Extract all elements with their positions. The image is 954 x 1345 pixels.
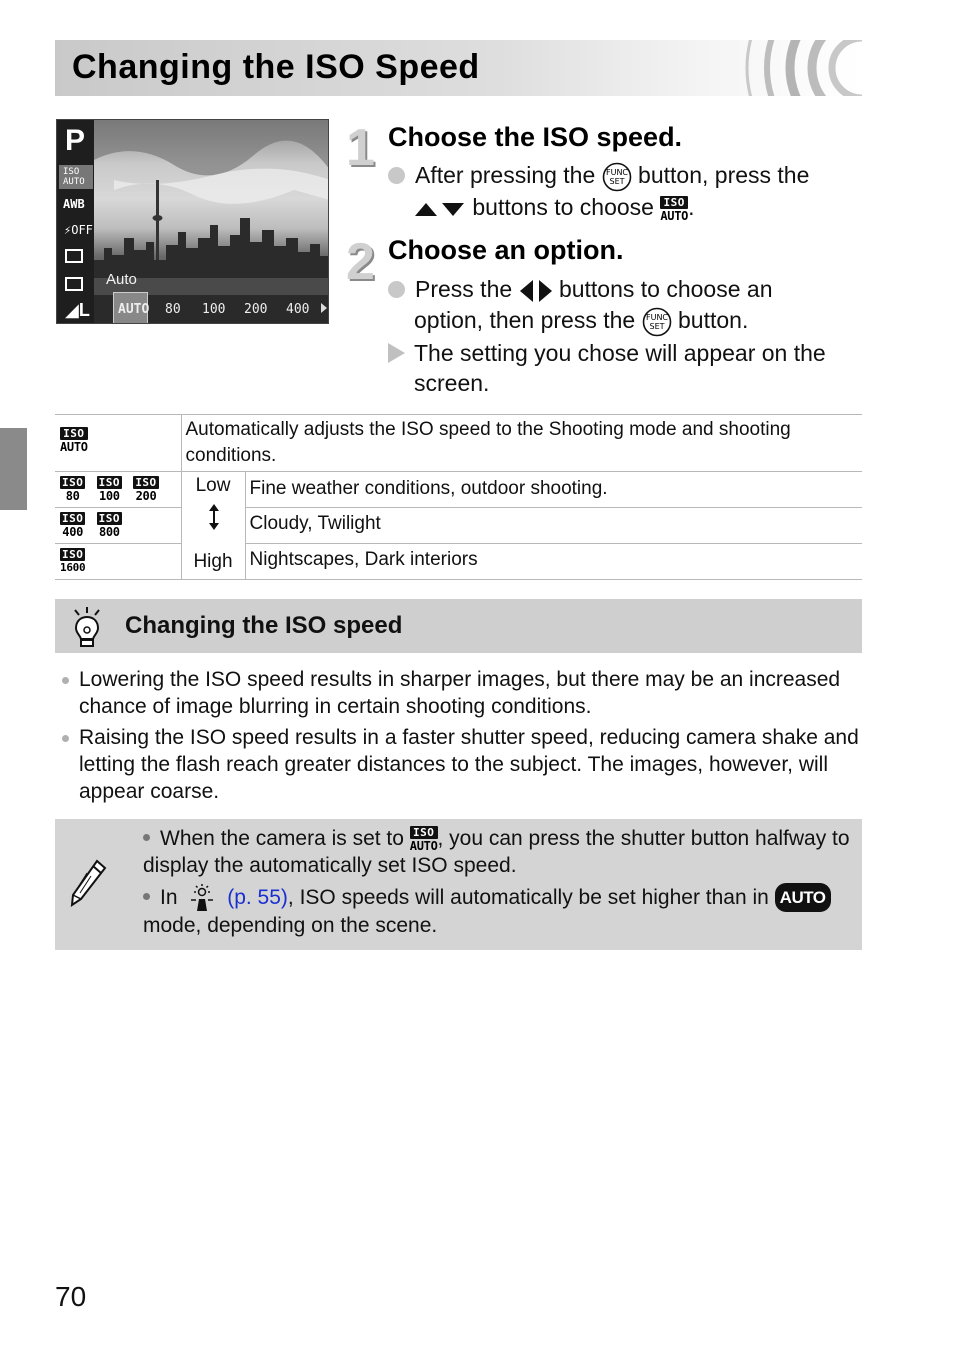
- bullet-icon: [62, 677, 69, 684]
- func-set-button-icon: [642, 307, 672, 337]
- svg-text:SET: SET: [649, 322, 665, 331]
- page-title: Changing the ISO Speed: [72, 48, 480, 86]
- row-description: Fine weather conditions, outdoor shooting.: [245, 472, 862, 508]
- option-100: 100: [202, 302, 226, 317]
- tip-header: [55, 599, 862, 653]
- option-400: 400: [286, 302, 310, 317]
- iso-options-table: [55, 414, 862, 580]
- tip-paragraph-2: Raising the ISO speed results in a faster shutter speed, reducing camera shake and letting the flash reach greater distances to the subject. The images, however, will appear coarse.: [79, 724, 859, 805]
- note-item-2: In (p. 55), ISO speeds will automatically be set higher than in AUTO mode, depending on the scene.: [143, 883, 858, 939]
- iso-1600-icon: ISO 1600: [60, 548, 86, 574]
- option-80: 80: [165, 302, 181, 317]
- decorative-arcs-icon: [732, 40, 862, 96]
- table-row: [55, 508, 862, 544]
- func-set-button-icon: [602, 162, 632, 192]
- scene-mode-icon: [189, 884, 215, 912]
- up-down-arrows-icon: [414, 200, 466, 218]
- pencil-icon: [69, 859, 107, 909]
- step-2-line-1: Press the buttons to choose an: [388, 276, 773, 303]
- up-down-double-arrow-icon: [208, 504, 220, 530]
- skyline-icon: [94, 120, 329, 295]
- icon-cell: [55, 544, 181, 580]
- step-number-1: 1: [346, 119, 375, 177]
- row-description: Cloudy, Twilight: [245, 508, 862, 544]
- step-2-result-line-1: The setting you chose will appear on the: [388, 340, 826, 367]
- bullet-icon: [62, 735, 69, 742]
- bullet-icon: [143, 893, 150, 900]
- iso-auto-icon: ISO AUTO: [60, 427, 88, 454]
- iso-400-icon: ISO 400: [62, 512, 84, 539]
- icon-cell: [55, 472, 181, 508]
- step-number-2: 2: [346, 233, 375, 291]
- camera-auto-label: Auto: [106, 271, 137, 288]
- result-arrow-icon: [388, 343, 405, 363]
- city-photo: [94, 120, 329, 295]
- svg-text:SET: SET: [609, 177, 625, 186]
- mode-p-icon: P: [65, 124, 86, 157]
- note-box: [55, 819, 862, 950]
- aspect-icon: [65, 277, 83, 291]
- flash-off-icon: ⚡OFF: [64, 223, 93, 237]
- icon-cell: [55, 415, 181, 472]
- row-description: Nightscapes, Dark interiors: [245, 544, 862, 580]
- iso-100-icon: ISO 100: [98, 476, 121, 503]
- scroll-right-icon: [321, 303, 327, 313]
- iso-auto-menu-icon: ISO AUTO: [63, 167, 85, 187]
- svg-text:FUNC: FUNC: [605, 168, 628, 177]
- bullet-icon: [143, 834, 150, 841]
- left-right-arrows-icon: [519, 279, 553, 303]
- option-200: 200: [244, 302, 268, 317]
- size-l-icon: ◢L: [65, 300, 90, 320]
- metering-icon: [65, 249, 83, 263]
- iso-80-icon: ISO 80: [62, 476, 84, 503]
- side-tab: [0, 428, 27, 510]
- iso-auto-icon: ISO AUTO: [660, 195, 689, 223]
- tip-paragraph-1: Lowering the ISO speed results in sharper images, but there may be an increased chance of image blurring in certain shooting conditions.: [79, 666, 859, 720]
- table-row: [55, 544, 862, 580]
- bullet-icon: [388, 281, 405, 298]
- auto-description: Automatically adjusts the ISO speed to the Shooting mode and shooting conditions.: [181, 415, 862, 472]
- table-row: [55, 415, 862, 472]
- note-item-1: When the camera is set to ISO AUTO , you can press the shutter button halfway to display the automatically set ISO speed.: [143, 826, 850, 878]
- camera-menu-column: [57, 120, 94, 324]
- step-2-title: Choose an option.: [388, 235, 624, 265]
- svg-text:FUNC: FUNC: [645, 313, 668, 322]
- option-auto: AUTO: [118, 302, 150, 317]
- level-cell: [181, 472, 245, 580]
- bullet-icon: [388, 167, 405, 184]
- awb-icon: AWB: [63, 197, 85, 211]
- iso-800-icon: ISO 800: [98, 512, 121, 539]
- step-1-line-1: After pressing the FUNC SET button, press the: [388, 162, 809, 192]
- lightbulb-icon: [71, 606, 103, 648]
- step-1-line-2: buttons to choose ISO AUTO .: [414, 194, 694, 222]
- high-label: High: [193, 551, 233, 572]
- tip-title: Changing the ISO speed: [125, 612, 403, 639]
- camera-screen: [56, 119, 329, 324]
- page-link[interactable]: (p. 55): [227, 886, 288, 909]
- iso-auto-icon: ISO AUTO: [409, 826, 438, 854]
- table-row: [55, 472, 862, 508]
- auto-mode-icon: AUTO: [775, 883, 831, 912]
- step-2-result-line-2: screen.: [414, 370, 490, 396]
- step-2-line-2: option, then press the FUNC SET button.: [414, 307, 748, 337]
- step-1-title: Choose the ISO speed.: [388, 122, 683, 152]
- icon-cell: [55, 508, 181, 544]
- title-bar: [55, 40, 862, 96]
- page-number: 70: [55, 1281, 87, 1312]
- iso-200-icon: ISO 200: [135, 476, 157, 503]
- low-label: Low: [195, 475, 231, 496]
